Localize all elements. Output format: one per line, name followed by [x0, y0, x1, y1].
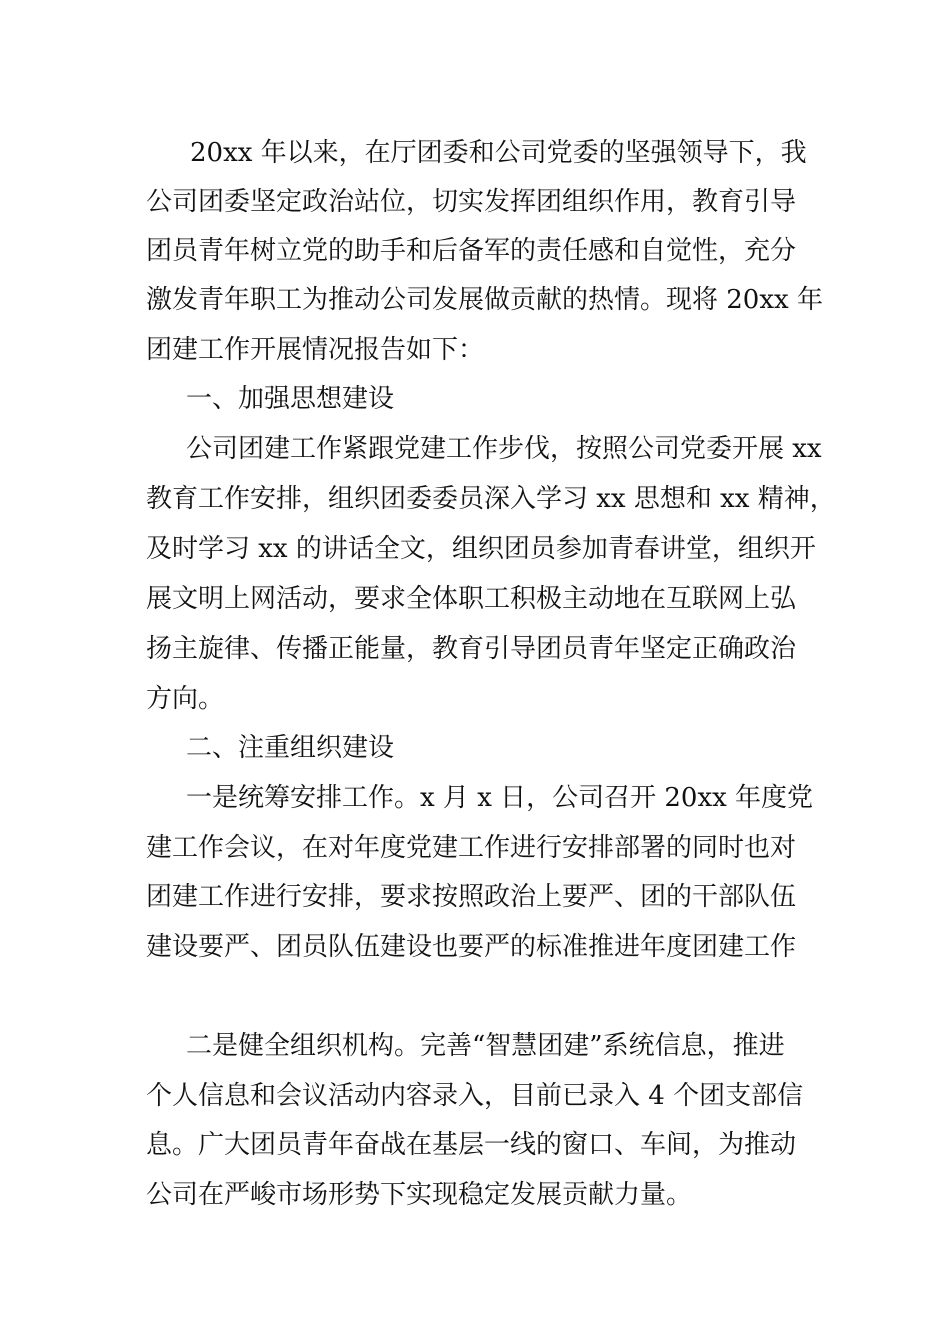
paragraph-line: 扬主旋律、传播正能量，教育引导团员青年坚定正确政治 — [146, 634, 797, 664]
paragraph-line: 20xx 年以来，在厅团委和公司党委的坚强领导下，我 — [190, 138, 807, 168]
paragraph-line: 激发青年职工为推动公司发展做贡献的热情。现将 20xx 年 — [146, 285, 823, 315]
paragraph-line: 团建工作进行安排，要求按照政治上要严、团的干部队伍 — [146, 882, 797, 912]
paragraph-line: 一是统筹安排工作。x 月 x 日，公司召开 20xx 年度党 — [186, 783, 814, 813]
paragraph-line: 公司团委坚定政治站位，切实发挥团组织作用，教育引导 — [146, 187, 797, 217]
paragraph-line: 个人信息和会议活动内容录入，目前已录入 4 个团支部信 — [146, 1081, 804, 1111]
section-heading: 一、加强思想建设 — [186, 384, 395, 414]
paragraph-line: 团员青年树立党的助手和后备军的责任感和自觉性，充分 — [146, 236, 797, 266]
paragraph-line: 及时学习 xx 的讲话全文，组织团员参加青春讲堂，组织开 — [146, 534, 816, 564]
paragraph-line: 方向。 — [146, 684, 225, 714]
section-heading: 二、注重组织建设 — [186, 733, 395, 763]
paragraph-line: 建工作会议，在对年度党建工作进行安排部署的同时也对 — [146, 833, 797, 863]
paragraph-line: 公司在严峻市场形势下实现稳定发展贡献力量。 — [146, 1180, 693, 1210]
paragraph-line: 建设要严、团员队伍建设也要严的标准推进年度团建工作 — [146, 932, 797, 962]
paragraph-line: 团建工作开展情况报告如下： — [146, 335, 485, 365]
paragraph-line: 息。广大团员青年奋战在基层一线的窗口、车间，为推动 — [146, 1130, 797, 1160]
paragraph-line: 展文明上网活动，要求全体职工积极主动地在互联网上弘 — [146, 584, 797, 614]
paragraph-line: 二是健全组织机构。完善“智慧团建”系统信息，推进 — [186, 1031, 785, 1061]
paragraph-line: 教育工作安排，组织团委委员深入学习 xx 思想和 xx 精神， — [146, 484, 836, 514]
paragraph-line: 公司团建工作紧跟党建工作步伐，按照公司党委开展 xx — [186, 434, 822, 464]
